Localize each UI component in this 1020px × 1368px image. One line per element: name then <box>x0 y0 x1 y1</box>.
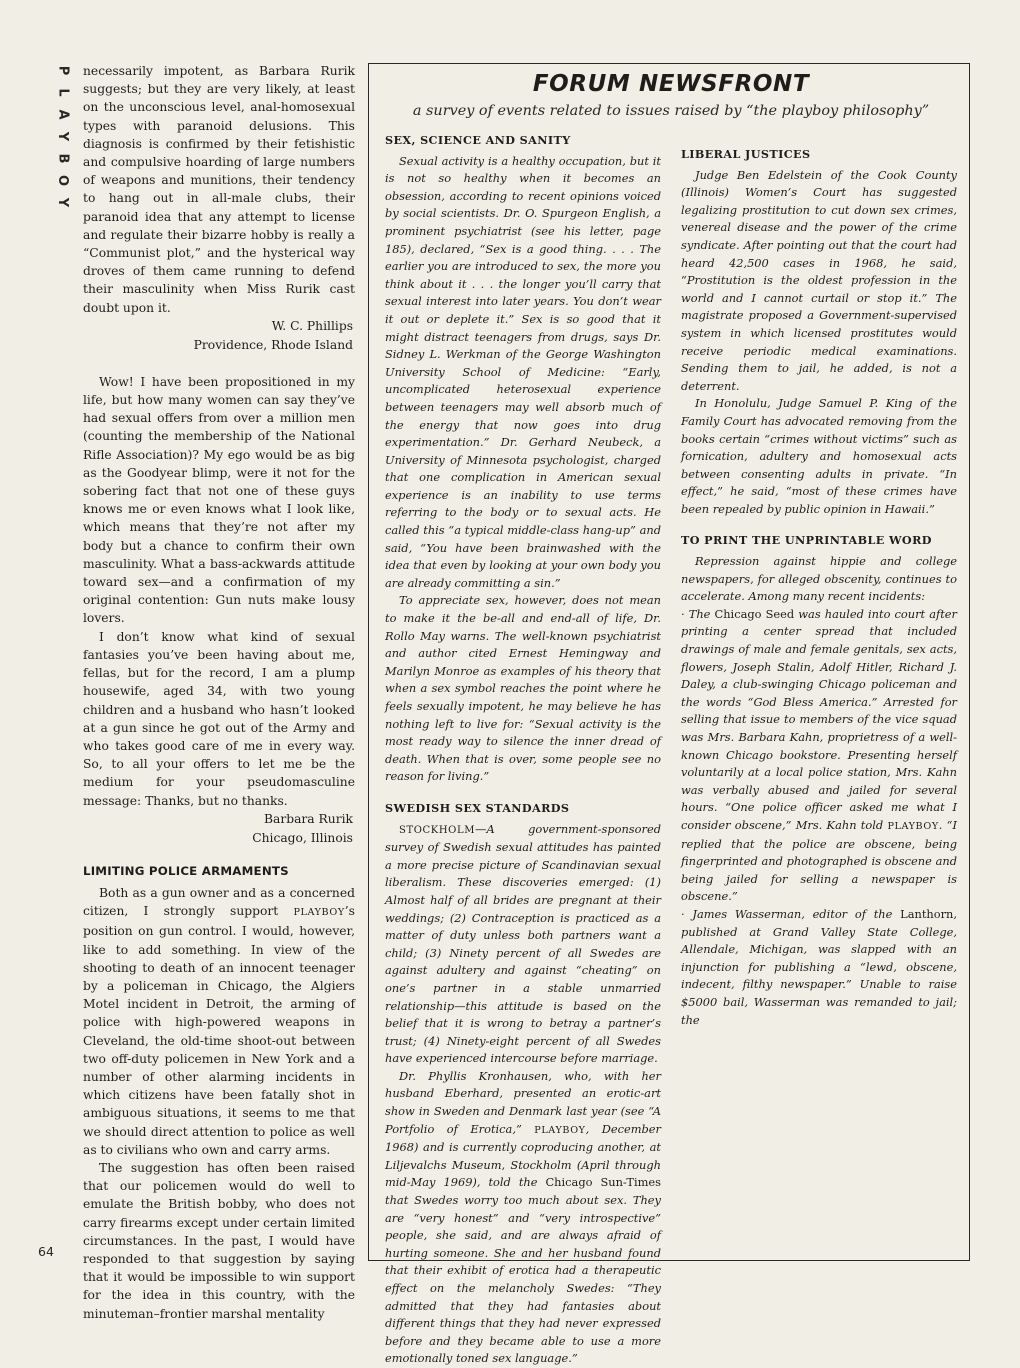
text-run: , published at Grand Valley State College, Allendale, Michigan, was slapped with an injunction for publishing a “lewd, obscene, indecent, filthy newspaper.” Unable to raise $5000 bail, Wasserman was remanded to jail; the <box>681 906 957 1027</box>
text-run: that Swedes worry too much about sex. They are “very honest” and “very introspective” people, she said, and are always afraid of hurting someone. She and her husband found that their exhibit of erotica had a therapeutic effect on the melancholy Swedes: “They admitted that they had fantasies about different things that they had never expressed before and they became able to use a more emotionally toned sex language.” <box>385 1193 661 1366</box>
running-head-letter: O <box>55 174 71 187</box>
forum-column-left <box>385 132 661 1368</box>
letter-signature-place: Chicago, Illinois <box>252 830 353 845</box>
running-head-letter: B <box>55 153 71 164</box>
letter-paragraph: I don’t know what kind of sexual fantasies you’ve been having about me, fellas, but for the record, I am a plump housewife, aged 34, with two young children and a husband who hasn’t looked at a gun since he got out of the Army and who takes good care of me in every way. So, to all your offers to let me be the medium for your pseudomasculine message: Thanks, but no thanks. <box>83 629 355 808</box>
section-heading: LIBERAL JUSTICES <box>681 147 811 161</box>
text-run: . “I replied that the police are obscene, being fingerprinted and photographed is obscene and being jailed for selling a newspaper is obscene.” <box>681 817 957 904</box>
text-run: · The <box>681 606 715 621</box>
letter-signature-name: W. C. Phillips <box>271 318 353 333</box>
section-heading: SEX, SCIENCE AND SANITY <box>385 133 571 147</box>
text-run: Dr. Phyllis Kronhausen, who, with her husband Eberhard, presented an erotic-art show in Sweden and Denmark last year (see “A Portfolio of Erotica,” <box>385 1068 661 1136</box>
news-paragraph: To appreciate sex, however, does not mean to make it the be-all and end-all of life, Dr. Rollo May warns. The well-known psychiatrist and author cited Ernest Hemingway and Marilyn Monroe as examples of his theory that when a sex symbol reaches the point where he feels sexually impotent, he may believe he has nothing left to live for: “Sexual activity is the most ready way to silence the inner dread of death. When that is over, some people see no reason for living.” <box>385 593 661 784</box>
letter-paragraph: The suggestion has often been raised that our policemen would do well to emulate the British bobby, who does not carry firearms except under certain limited circumstances. In the past, I would have responded to that suggestion by saying that it would be impossible to win support for the idea in this country, with the minuteman–frontier marshal mentality <box>83 1160 355 1321</box>
magazine-name: PLAYBOY <box>293 907 345 919</box>
news-paragraph <box>385 821 661 1068</box>
page-number: 64 <box>38 1244 54 1259</box>
running-head-letter: P <box>55 65 71 76</box>
letter-paragraph: necessarily impotent, as Barbara Rurik suggests; but they are very likely, at least on the unconscious level, anal-homosexual types with paranoid delusions. This diagnosis is confirmed by their fetishistic and compulsive hoarding of large numbers of weapons and munitions, their tendency to hang out in all-male clubs, their paranoid idea that any attempt to license and regulate their bizarre hobby is really a “Communist plot,” and the hysterical way droves of them came running to defend their masculinity when Miss Rurik cast doubt upon it. <box>83 64 355 315</box>
running-head-letter: A <box>55 109 71 120</box>
news-paragraph <box>385 1068 661 1368</box>
dateline: STOCKHOLM <box>399 824 476 836</box>
section-heading: TO PRINT THE UNPRINTABLE WORD <box>681 533 932 548</box>
running-head <box>52 64 74 209</box>
newspaper-name: Chicago Seed <box>714 606 795 621</box>
news-paragraph: Repression against hippie and college newspapers, for alleged obscenity, continues to accelerate. Among many recent incidents: <box>681 554 957 604</box>
letter-paragraph <box>83 884 355 1159</box>
news-bullet <box>681 906 957 1029</box>
text-run: Both as a gun owner and as a concerned citizen, I strongly support <box>83 885 355 919</box>
letter-signature-name: Barbara Rurik <box>263 811 353 826</box>
text-run: , December 1968) and is currently coproducing another, at Liljevalchs Museum, Stockholm (April through mid-May 1969), told the <box>385 1121 661 1190</box>
text-run: ’s position on gun control. I would, however, like to add something. In view of the shooting to death of an innocent teenager by a policeman in Chicago, the Algiers Motel incident in Detroit, the arming of police with high-powered weapons in Cleveland, the old-time shoot-out between two off-duty policemen in New York and a number of other alarming incidents in which citizens have been fatally shot in ambiguous situations, it seems to me that we should direct attention to police as well as to civilians who own and carry arms. <box>83 904 355 1157</box>
news-bullet <box>681 606 957 906</box>
news-paragraph: Sexual activity is a healthy occupation, but it is not so healthy when it becomes an obsession, according to recent opinions voiced by social scientists. Dr. O. Spurgeon English, a prominent psychiatrist (see his letter, page 185), declared, “Sex is a good thing. . . . The earlier you are introduced to sex, the more you think about it . . . the longer you’ll carry that sexual interest into later years. You don’t wear it out or deplete it.” Sex is so good that it might distract teenagers from drugs, says Dr. Sidney L. Werkman of the George Washington University School of Medicine: “Early, uncomplicated heterosexual experience between teenagers may well absorb much of the energy that now goes into drug experimentation.” Dr. Gerhard Neubeck, a University of Minnesota psychologist, charged that one complication in American sexual experience is an inability to use terms referring to the body or to sexual acts. He called this “a typical middle-class hang-up” and said, “You have been brainwashed with the idea that even by looking at your own body you are already committing a sin.” <box>385 153 661 590</box>
text-run: was hauled into court after printing a center spread that included drawings of male and female genitals, sex acts, flowers, Joseph Stalin, Adolf Hitler, Richard J. Daley, a club-swinging Chicago policeman and the words “God Bless America.” Arrested for selling that issue to members of the vice squad was Mrs. Barbara Kahn, proprietress of a well-known Chicago bookstore. Presenting herself voluntarily at a local police station, Mrs. Kahn was verbally abused and jailed for several hours. “One police officer asked me what I consider obscene,” Mrs. Kahn told <box>681 606 957 832</box>
running-head-letter: L <box>55 88 71 97</box>
text-run: · James Wasserman, editor of the <box>681 906 901 921</box>
forum-column-right <box>681 132 957 1368</box>
letter-paragraph: Wow! I have been propositioned in my life, but how many women can say they’ve had sexual offers from over a million men (counting the membership of the National Rifle Association)? My ego would be as big as the Goodyear blimp, were it not for the sobering fact that not one of these guys knows me or even knows what I look like, which means that they’re not after my body but a chance to confirm their own masculinity. What a bass-ackwards attitude toward sex—and a confirmation of my original contention: Gun nuts make lousy lovers. <box>83 374 355 626</box>
running-head-letter: Y <box>55 197 71 208</box>
section-heading: SWEDISH SEX STANDARDS <box>385 800 570 815</box>
letter-signature-place: Providence, Rhode Island <box>193 337 353 352</box>
news-paragraph: In Honolulu, Judge Samuel P. King of the Family Court has advocated removing from the books certain “crimes without victims” such as fornication, adultery and homosexual acts between consenting adults in private. “In effect,” he said, “most of these crimes have been repealed by public opinion in Hawaii.” <box>681 396 957 516</box>
magazine-name: PLAYBOY <box>534 1124 586 1136</box>
forum-subtitle: a survey of events related to issues raised by “the playboy philosophy” <box>412 103 930 119</box>
newspaper-name: Chicago Sun-Times <box>545 1175 661 1190</box>
newspaper-name: Lanthorn <box>900 906 954 921</box>
letters-column <box>83 62 355 1323</box>
forum-columns <box>385 132 957 1368</box>
magazine-name: PLAYBOY <box>887 820 939 832</box>
text-run: —A government-sponsored survey of Swedish sexual attitudes has painted a more precise picture of Scandinavian sexual liberalism. These discoveries emerged: (1) Almost half of all brides are pregnant at their weddings; (2) Contraception is practiced as a matter of duty unless both partners want a child; (3) Ninety percent of all Swedes are against adultery and against “cheating” on one’s partner in a stable unmarried relationship—this attitude is based on the belief that it is wrong to betray a partner’s trust; (4) Ninety-eight percent of all Swedes have experienced intercourse before marriage. <box>385 821 661 1066</box>
section-heading: LIMITING POLICE ARMAMENTS <box>83 863 289 878</box>
news-paragraph: Judge Ben Edelstein of the Cook County (Illinois) Women’s Court has suggested legalizing prostitution to cut down sex crimes, venereal disease and the power of the crime syndicate. After pointing out that the court had heard 42,500 cases in 1968, he said, “Prostitution is the oldest profession in the world and I cannot curtail or stop it.” The magistrate proposed a Government-supervised system in which licensed prostitutes would receive periodic medical examinations. Sending them to jail, he added, is not a deterrent. <box>681 167 957 393</box>
forum-newsfront-box <box>368 63 970 1366</box>
running-head-letter: Y <box>55 131 71 142</box>
forum-title: FORUM NEWSFRONT <box>532 71 810 97</box>
